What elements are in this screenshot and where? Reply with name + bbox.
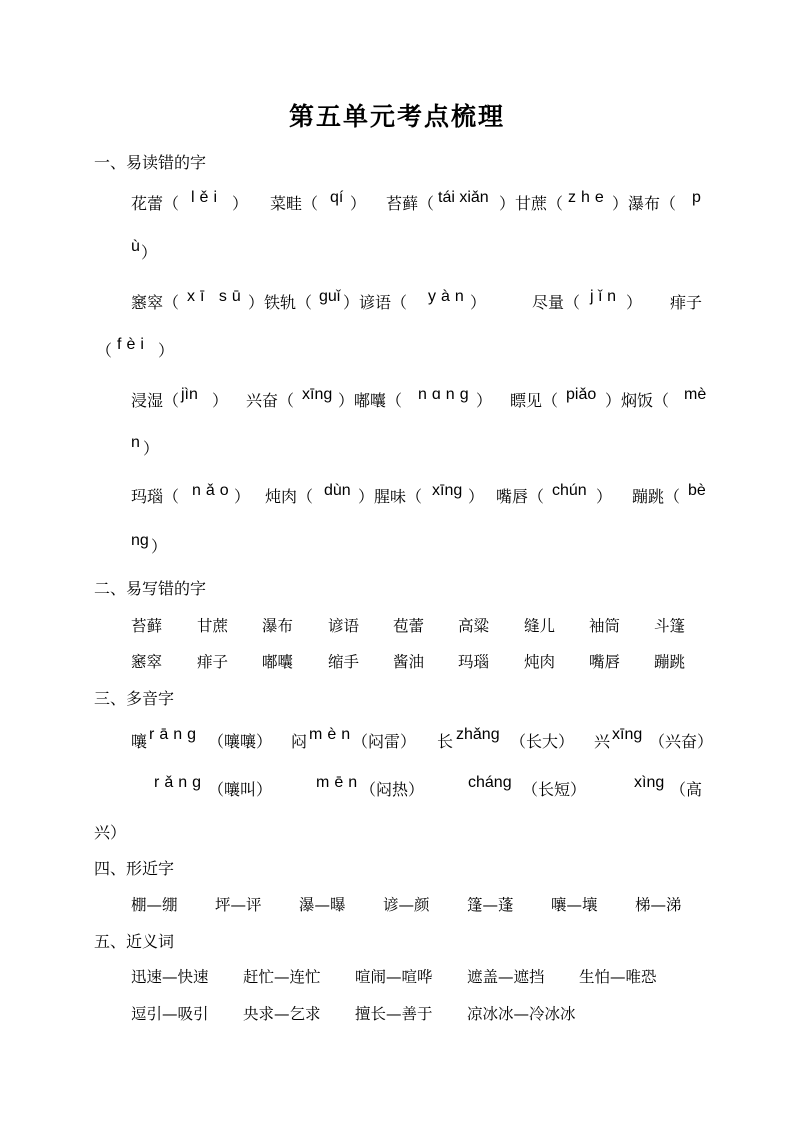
paren: ）: [470, 293, 487, 312]
char-pair: 梯—涕: [635, 896, 682, 914]
char-pair: 坪—评: [215, 896, 262, 914]
word-label: ）瀑布（: [612, 194, 677, 213]
paren: ）: [468, 487, 485, 506]
pinyin: p: [692, 189, 701, 206]
paren: ）: [151, 537, 168, 556]
pinyin: dùn: [324, 482, 351, 499]
example: （闷雷）: [352, 732, 417, 751]
word: 苔藓: [131, 617, 163, 635]
pinyin: ù: [131, 238, 140, 255]
pinyin: bè: [688, 482, 706, 499]
pinyin: ng: [131, 532, 149, 549]
char: 兴: [594, 732, 611, 751]
pinyin: zhe: [568, 189, 609, 206]
char-pair: 瀑—曝: [299, 896, 346, 914]
word-label: 苔藓（: [386, 194, 435, 213]
word-label: ）腥味（: [358, 487, 423, 506]
pinyin: piǎo: [566, 386, 597, 403]
word-label: ）甘蔗（: [499, 194, 564, 213]
paren: ）: [141, 243, 158, 262]
word-label: ）铁轨（: [248, 293, 313, 312]
pinyin: nǎo: [192, 482, 234, 499]
paren: （: [96, 341, 113, 360]
pinyin: mēn: [316, 774, 363, 791]
synonym-pair: 遮盖—遮挡: [467, 968, 545, 986]
section-heading-1: 一、易读错的字: [94, 153, 207, 172]
word: 缩手: [328, 653, 360, 671]
paren: ）: [232, 194, 249, 213]
pinyin: lěi: [191, 189, 223, 206]
pinyin: xīng: [612, 726, 643, 743]
paren: ）: [158, 341, 175, 360]
word-label: 窸窣（: [131, 293, 180, 312]
paren: ）: [350, 194, 367, 213]
pinyin: fèi: [117, 336, 149, 353]
pinyin: chún: [552, 482, 587, 499]
pinyin: cháng: [468, 774, 512, 791]
word: 高粱: [458, 617, 490, 635]
example: （长短）: [522, 780, 587, 799]
pinyin: mè: [684, 386, 707, 403]
word-label: 菜畦（: [270, 194, 319, 213]
pinyin: rāng: [149, 726, 202, 743]
pinyin: nɑnɡ: [418, 386, 474, 403]
word-label: 嘴唇（: [496, 487, 545, 506]
synonym-pair: 凉冰冰—冷冰冰: [467, 1005, 576, 1023]
char-pair: 棚—绷: [131, 896, 178, 914]
section-heading-4: 四、形近字: [94, 859, 175, 878]
synonym-pair: 迅速—快速: [131, 968, 209, 986]
word-label: 浸湿（: [131, 391, 180, 410]
synonym-pair: 逗引—吸引: [131, 1005, 209, 1023]
example: （闷热）: [360, 780, 425, 799]
word-label: ）焖饭（: [605, 391, 670, 410]
section-heading-3: 三、多音字: [94, 689, 175, 708]
example: （长大）: [510, 732, 575, 751]
pinyin: jìn: [181, 386, 198, 403]
word: 痱子: [197, 653, 229, 671]
word: 炖肉: [524, 653, 556, 671]
paren: ）: [212, 391, 229, 410]
pinyin: tái xiǎn: [438, 189, 489, 206]
pinyin: guǐ: [319, 288, 341, 305]
word: 嘴唇: [589, 653, 621, 671]
word: 斗篷: [654, 617, 686, 635]
example: 兴）: [94, 823, 127, 842]
paren: ）: [143, 439, 160, 458]
pinyin: n: [131, 434, 140, 451]
char-pair: 谚—颜: [383, 896, 430, 914]
paren: ）: [626, 293, 643, 312]
word: 酱油: [393, 653, 425, 671]
example: （嚷嚷）: [208, 732, 273, 751]
pinyin: qí: [330, 189, 344, 206]
word-label: 炖肉（: [265, 487, 314, 506]
paren: ）: [596, 487, 613, 506]
word: 瀑布: [262, 617, 294, 635]
synonym-pair: 喧闹—喧哗: [355, 968, 433, 986]
pinyin: xīng: [302, 386, 333, 403]
word: 窸窣: [131, 653, 163, 671]
word-label: ）谚语（: [343, 293, 408, 312]
word-label: 尽量（: [532, 293, 581, 312]
pinyin: xīng: [432, 482, 463, 499]
word: 苞蕾: [393, 617, 425, 635]
page-title: 第五单元考点梳理: [288, 102, 505, 131]
char: 闷: [291, 732, 308, 751]
synonym-pair: 赶忙—连忙: [243, 968, 321, 986]
synonym-pair: 擅长—善于: [355, 1005, 433, 1023]
word: 嘟囔: [262, 653, 294, 671]
example: （嚷叫）: [208, 780, 273, 799]
section-heading-2: 二、易写错的字: [94, 579, 207, 598]
word: 蹦跳: [654, 653, 686, 671]
pinyin: xī sū: [187, 288, 246, 305]
word: 袖筒: [589, 617, 621, 635]
pinyin: jǐn: [590, 288, 622, 305]
paren: ）: [476, 391, 493, 410]
word-label: 痱子: [670, 293, 703, 312]
char-pair: 篷—蓬: [467, 896, 514, 914]
word-label: 瞟见（: [510, 391, 559, 410]
pinyin: xìng: [634, 774, 665, 791]
word-label: 花蕾（: [131, 194, 180, 213]
word: 缝儿: [524, 617, 556, 635]
word-label: ）嘟囔（: [338, 391, 403, 410]
word-label: 兴奋（: [246, 391, 295, 410]
pinyin: yàn: [428, 288, 469, 305]
word: 谚语: [328, 617, 360, 635]
char-pair: 嚷—壤: [551, 896, 598, 914]
example: （高: [670, 780, 703, 799]
pinyin: mèn: [309, 726, 356, 743]
char: 嚷: [131, 732, 148, 751]
char: 长: [437, 732, 454, 751]
word-label: 玛瑙（: [131, 487, 180, 506]
word: 甘蔗: [197, 617, 229, 635]
pinyin: rǎng: [154, 774, 207, 791]
example: （兴奋）: [649, 732, 714, 751]
word: 玛瑙: [458, 653, 490, 671]
section-heading-5: 五、近义词: [94, 932, 175, 951]
synonym-pair: 央求—乞求: [243, 1005, 321, 1023]
pinyin: zhǎng: [456, 726, 500, 743]
synonym-pair: 生怕—唯恐: [579, 968, 657, 986]
word-label: 蹦跳（: [632, 487, 681, 506]
paren: ）: [234, 487, 251, 506]
